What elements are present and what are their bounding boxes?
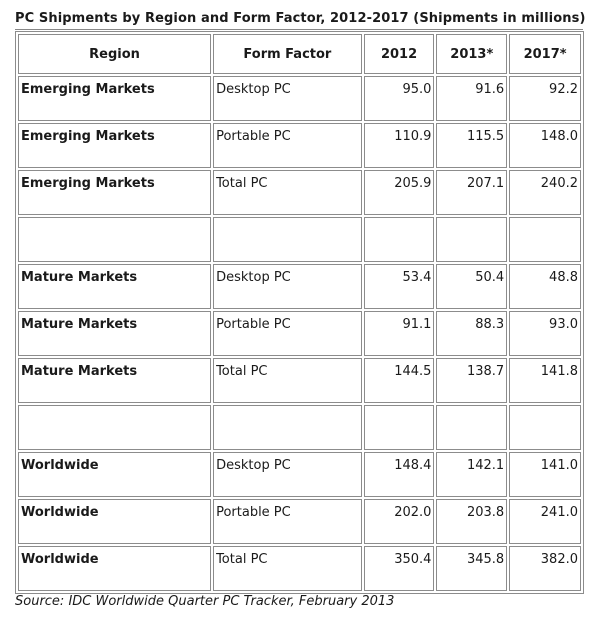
cell-2012: 95.0	[364, 76, 435, 121]
table-row	[18, 358, 581, 403]
cell-2012: 91.1	[364, 311, 435, 356]
header-2017: 2017*	[509, 34, 581, 74]
header-row	[18, 34, 581, 74]
cell-region: Emerging Markets	[18, 170, 211, 215]
cell-2017	[509, 217, 581, 262]
cell-2017: 240.2	[509, 170, 581, 215]
cell-2013: 91.6	[436, 76, 507, 121]
cell-region: Worldwide	[18, 499, 211, 544]
cell-2012: 110.9	[364, 123, 435, 168]
table-row	[18, 123, 581, 168]
cell-form-factor: Portable PC	[213, 311, 362, 356]
cell-2012	[364, 217, 435, 262]
cell-2012: 144.5	[364, 358, 435, 403]
header-region: Region	[18, 34, 211, 74]
cell-2017: 93.0	[509, 311, 581, 356]
cell-2017: 141.0	[509, 452, 581, 497]
cell-2013	[436, 217, 507, 262]
header-2012: 2012	[364, 34, 435, 74]
header-2013: 2013*	[436, 34, 507, 74]
cell-form-factor: Portable PC	[213, 123, 362, 168]
cell-region	[18, 405, 211, 450]
cell-2013: 115.5	[436, 123, 507, 168]
cell-2017: 382.0	[509, 546, 581, 591]
cell-2013: 142.1	[436, 452, 507, 497]
cell-2012: 202.0	[364, 499, 435, 544]
table-row	[18, 452, 581, 497]
cell-form-factor: Total PC	[213, 358, 362, 403]
header-form-factor: Form Factor	[213, 34, 362, 74]
cell-2017: 141.8	[509, 358, 581, 403]
table-row	[18, 499, 581, 544]
table-row	[18, 170, 581, 215]
table-row	[18, 76, 581, 121]
cell-region: Worldwide	[18, 452, 211, 497]
cell-2013	[436, 405, 507, 450]
table-row	[18, 217, 581, 262]
table-row	[18, 405, 581, 450]
cell-form-factor: Total PC	[213, 170, 362, 215]
source-note: Source: IDC Worldwide Quarter PC Tracker, February 2013	[15, 594, 395, 609]
cell-form-factor	[213, 217, 362, 262]
cell-2013: 138.7	[436, 358, 507, 403]
cell-2013: 203.8	[436, 499, 507, 544]
cell-form-factor	[213, 405, 362, 450]
cell-region: Mature Markets	[18, 264, 211, 309]
cell-2017	[509, 405, 581, 450]
cell-2013: 50.4	[436, 264, 507, 309]
table-row	[18, 311, 581, 356]
cell-region: Emerging Markets	[18, 123, 211, 168]
table-title: PC Shipments by Region and Form Factor, 2012-2017 (Shipments in millions)	[15, 11, 586, 26]
cell-form-factor: Desktop PC	[213, 264, 362, 309]
cell-2012: 205.9	[364, 170, 435, 215]
shipments-table	[15, 31, 584, 594]
title-divider	[15, 29, 583, 30]
table-row	[18, 264, 581, 309]
cell-region: Mature Markets	[18, 358, 211, 403]
cell-form-factor: Portable PC	[213, 499, 362, 544]
cell-region: Mature Markets	[18, 311, 211, 356]
cell-region: Emerging Markets	[18, 76, 211, 121]
cell-2012: 148.4	[364, 452, 435, 497]
cell-2012: 53.4	[364, 264, 435, 309]
cell-form-factor: Desktop PC	[213, 76, 362, 121]
cell-2013: 88.3	[436, 311, 507, 356]
cell-2013: 207.1	[436, 170, 507, 215]
cell-region: Worldwide	[18, 546, 211, 591]
table-body	[18, 76, 581, 591]
cell-2012: 350.4	[364, 546, 435, 591]
cell-2017: 48.8	[509, 264, 581, 309]
cell-2013: 345.8	[436, 546, 507, 591]
cell-2017: 241.0	[509, 499, 581, 544]
cell-region	[18, 217, 211, 262]
cell-2017: 92.2	[509, 76, 581, 121]
cell-2017: 148.0	[509, 123, 581, 168]
cell-2012	[364, 405, 435, 450]
table-row	[18, 546, 581, 591]
cell-form-factor: Total PC	[213, 546, 362, 591]
cell-form-factor: Desktop PC	[213, 452, 362, 497]
